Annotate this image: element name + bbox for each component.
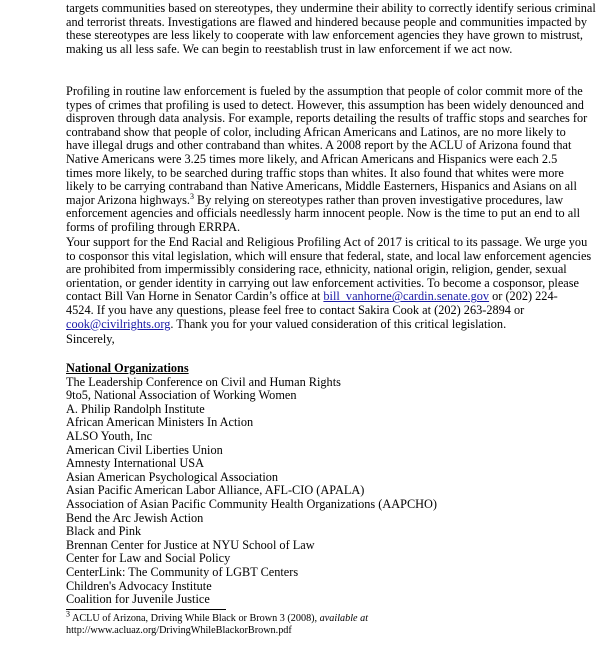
- list-item: Bend the Arc Jewish Action: [66, 510, 204, 525]
- text-line: types of crimes that profiling is used to detect. However, this assumption has been widely denounced and: [66, 97, 584, 112]
- text-fragment: By relying on stereotypes rather than proven investigative procedures, law: [193, 192, 564, 207]
- email-link-civilrights[interactable]: cook@civilrights.org: [66, 316, 171, 331]
- list-item: Children's Advocacy Institute: [66, 578, 212, 593]
- list-item: A. Philip Randolph Institute: [66, 401, 205, 416]
- text-line: contraband show that people of color, including African Americans and Latinos, are no more likely to: [66, 124, 566, 139]
- text-line: and terrorist threats. Investigations are flawed and hindered because people and communities impacted by: [66, 14, 588, 29]
- list-item: Center for Law and Social Policy: [66, 551, 231, 566]
- list-item: African American Ministers In Action: [66, 415, 254, 430]
- list-item: 9to5, National Association of Working Women: [66, 388, 297, 403]
- organizations-list: [66, 362, 552, 607]
- closing-salutation: [66, 333, 552, 347]
- text-line: to cosponsor this vital legislation, which will ensure that federal, state, and local law enforcement agencies: [66, 248, 592, 263]
- list-item: Association of Asian Pacific Community Health Organizations (AAPCHO): [66, 496, 438, 511]
- footnote-url[interactable]: http://www.acluaz.org/DrivingWhileBlackorBrown.pdf: [66, 624, 292, 636]
- text-line: have illegal drugs and other contraband than whites. A 2008 report by the ACLU of Arizona found that: [66, 138, 572, 153]
- list-item: Amnesty International USA: [66, 456, 204, 471]
- text-fragment: . Thank you for your valued consideration of this critical legislation.: [170, 316, 507, 331]
- text-fragment: major Arizona highways.: [66, 192, 190, 207]
- list-item: American Civil Liberties Union: [66, 442, 223, 457]
- section-heading: National Organizations: [66, 361, 189, 375]
- text-line: targets communities based on stereotypes, they undermine their ability to correctly identify serious criminal: [66, 1, 596, 15]
- text-line: forms of profiling through ERRPA.: [66, 219, 241, 234]
- text-line: are prohibited from impermissibly considering race, ethnicity, national origin, religion, gender, sexual: [66, 262, 567, 277]
- list-item: Coalition for Juvenile Justice: [66, 592, 210, 607]
- list-item: CenterLink: The Community of LGBT Centers: [66, 564, 299, 579]
- footnote-reference[interactable]: 3: [189, 191, 194, 201]
- text-line: making us all less safe. We can begin to reestablish trust in law enforcement if we act now.: [66, 41, 513, 56]
- profiling-paragraph: [66, 84, 588, 235]
- text-line: [66, 191, 564, 208]
- text-line: enforcement agencies and officials needlessly harm innocent people. Now is the time to put an end to all: [66, 206, 581, 221]
- list-item: Brennan Center for Justice at NYU School of Law: [66, 537, 315, 552]
- text-line: Your support for the End Racial and Religious Profiling Act of 2017 is critical to its passage. We urge you: [66, 235, 588, 249]
- text-fragment: ACLU of Arizona, Driving While Black or Brown 3 (2008),: [70, 613, 320, 624]
- text-line: Profiling in routine law enforcement is fueled by the assumption that people of color commit more of the: [66, 84, 583, 98]
- footnote-line: [66, 609, 552, 625]
- text-line: times more likely, to be searched during traffic stops than whites. It also found that whites were more: [66, 165, 564, 180]
- footnote-marker: 3: [66, 609, 70, 619]
- list-item: The Leadership Conference on Civil and Human Rights: [66, 374, 341, 389]
- text-fragment: or (202) 224-: [489, 289, 558, 304]
- text-line: Sincerely,: [66, 332, 115, 346]
- text-line: orientation, or gender identity in carrying out law enforcement activities. To become a cosponsor, please: [66, 275, 580, 290]
- text-line: disproven through data analysis. For example, reports detailing the results of traffic stops and searches for: [66, 111, 588, 126]
- text-line: 4524. If you have any questions, please feel free to contact Sakira Cook at (202) 263-2894 or: [66, 302, 525, 317]
- support-paragraph: [66, 235, 592, 331]
- text-line: these stereotypes are less likely to cooperate with law enforcement agencies they have grown to mistrust,: [66, 28, 583, 43]
- text-fragment-italic: available at: [319, 613, 369, 624]
- footnote: [66, 609, 552, 637]
- text-line: Native Americans were 3.25 times more likely, and African Americans and Hispanics were each 2.5: [66, 151, 558, 166]
- text-line: [66, 318, 552, 332]
- text-fragment: contact Bill Van Horne in Senator Cardin’s office at: [66, 289, 324, 304]
- text-line: likely to be carrying contraband than Native Americans, Middle Easterners, Hispanics and Asians on all: [66, 179, 577, 194]
- text-line: [66, 289, 558, 304]
- list-item: Asian American Psychological Association: [66, 469, 279, 484]
- intro-paragraph: [66, 1, 596, 56]
- list-item: ALSO Youth, Inc: [66, 428, 153, 443]
- email-link-cardin[interactable]: bill_vanhorne@cardin.senate.gov: [323, 289, 490, 304]
- list-item: Black and Pink: [66, 524, 142, 539]
- list-item: Asian Pacific American Labor Alliance, AFL-CIO (APALA): [66, 483, 365, 498]
- footnote-divider: [66, 609, 226, 610]
